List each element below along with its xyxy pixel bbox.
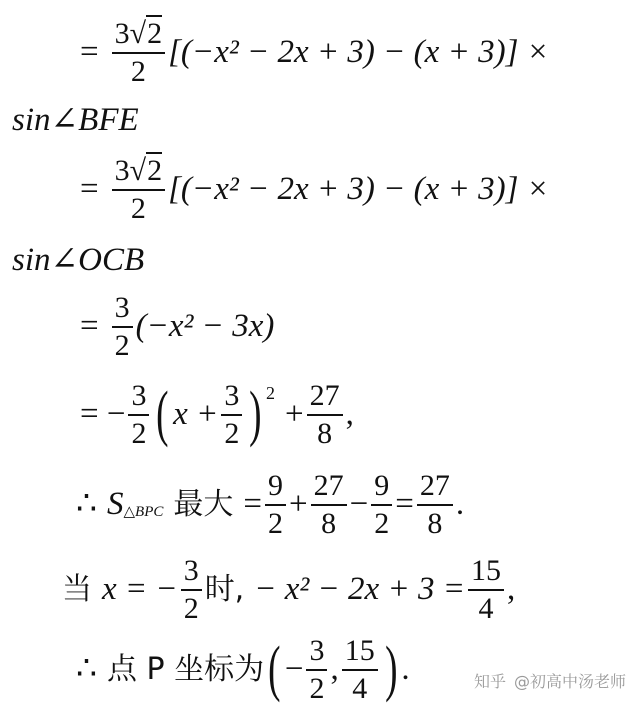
sine-angle-bfe: sin∠BFE	[12, 102, 139, 138]
equals-sign: =	[243, 486, 262, 522]
period: .	[401, 651, 410, 687]
watermark-author: @初高中汤老师	[513, 672, 626, 691]
equation-line-5	[80, 292, 274, 361]
equals-minus: = −	[80, 396, 126, 432]
comma: ,	[330, 651, 339, 687]
fraction-15-over-4: $\frac{15}{4}$	[468, 555, 504, 624]
expression: [(−x² − 2x + 3) − (x + 3)] ×	[168, 34, 549, 70]
x-equals: x = −	[102, 571, 178, 607]
exponent: 2	[265, 382, 275, 403]
plus-sign: +	[284, 396, 304, 432]
expression: − x² − 2x + 3 =	[254, 571, 465, 607]
fraction-3-over-2: $\frac{3}{2}$	[128, 380, 149, 449]
equals-sign: =	[395, 486, 414, 522]
fraction-27-over-8: $\frac{27}{8}$	[417, 470, 453, 539]
equals-sign: =	[80, 34, 99, 70]
fraction-9-over-2: $\frac{9}{2}$	[371, 470, 392, 539]
watermark-site: 知乎	[473, 672, 506, 691]
time-label: 时,	[204, 571, 245, 607]
equation-line-1	[80, 18, 549, 87]
right-paren: )	[384, 634, 398, 703]
therefore-symbol: ∴	[76, 651, 97, 687]
fraction-15-over-4: $\frac{15}{4}$	[342, 635, 378, 704]
max-label: 最大	[173, 486, 234, 522]
minus-sign: −	[284, 651, 304, 687]
left-paren: (	[156, 379, 170, 448]
right-paren: )	[249, 379, 262, 448]
comma: ,	[507, 571, 516, 607]
equals-sign: =	[80, 308, 99, 344]
comma: ,	[345, 396, 354, 432]
fraction-27-over-8: $\frac{27}{8}$	[311, 470, 347, 539]
period: .	[455, 486, 465, 522]
zhihu-watermark	[474, 669, 626, 692]
equation-line-9	[76, 635, 410, 704]
fraction-3-over-2: $\frac{3}{2}$	[181, 555, 202, 624]
fraction-9-over-2: $\frac{9}{2}$	[265, 470, 286, 539]
equation-line-6	[80, 380, 354, 449]
expression: [(−x² − 2x + 3) − (x + 3)] ×	[168, 171, 549, 207]
equation-line-3	[80, 155, 549, 224]
equals-sign: =	[80, 171, 99, 207]
point-coordinate-label: 点 P 坐标为	[107, 651, 265, 687]
fraction-3-over-2: $\frac{3}{2}$	[306, 635, 327, 704]
plus-sign: +	[289, 486, 308, 522]
fraction-3sqrt2-over-2: $\frac{3√2}{2}$	[112, 18, 165, 87]
when-label: 当	[62, 571, 92, 607]
triangle-subscript: △BPC	[123, 504, 164, 520]
fraction-3sqrt2-over-2: $\frac{3√2}{2}$	[112, 155, 165, 224]
sine-angle-ocb: sin∠OCB	[12, 242, 145, 278]
fraction-3-over-2: $\frac{3}{2}$	[221, 380, 242, 449]
minus-sign: −	[349, 486, 369, 522]
expression: (−x² − 3x)	[135, 308, 275, 344]
equation-line-7	[76, 470, 464, 539]
fraction-27-over-8: $\frac{27}{8}$	[307, 380, 343, 449]
fraction-3-over-2: $\frac{3}{2}$	[112, 292, 133, 361]
area-symbol: S	[107, 486, 124, 522]
x-plus: x +	[173, 396, 219, 432]
equation-line-8	[62, 555, 515, 624]
therefore-symbol: ∴	[76, 486, 97, 522]
left-paren: (	[268, 634, 281, 703]
